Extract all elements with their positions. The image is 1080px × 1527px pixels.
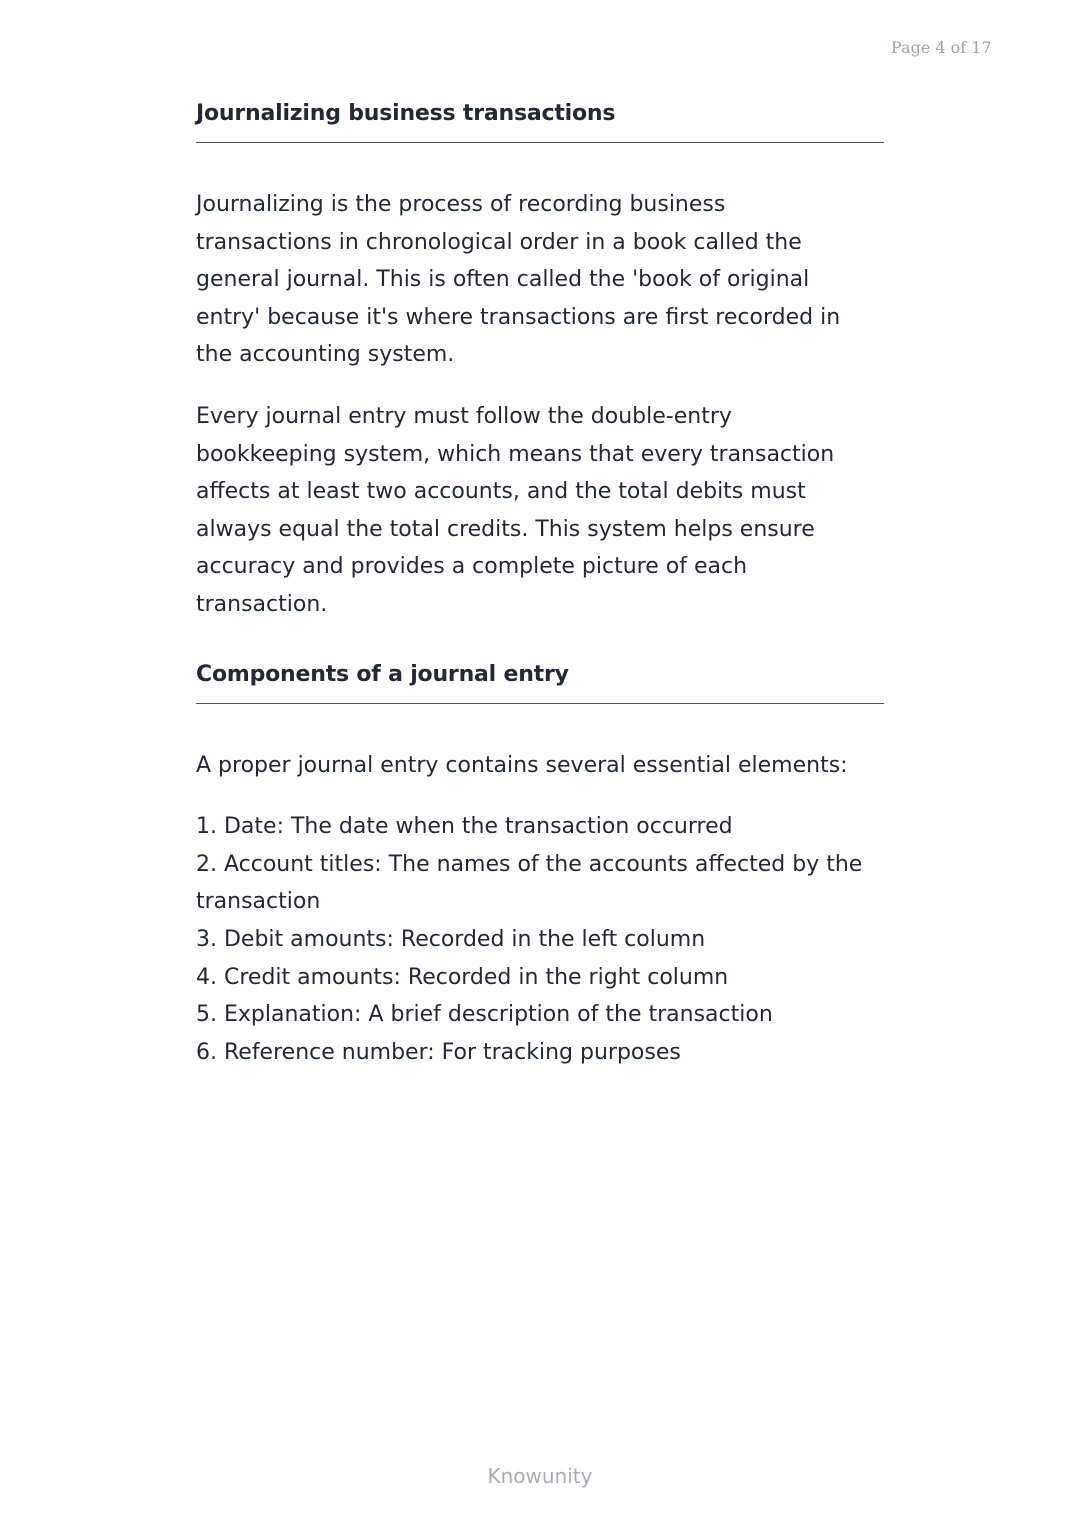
footer-brand-watermark: Knowunity	[487, 1464, 593, 1488]
list-item: 6. Reference number: For tracking purposes	[196, 1039, 681, 1065]
list-item: 5. Explanation: A brief description of the transaction	[196, 1002, 773, 1028]
document-body	[196, 96, 884, 1071]
section-heading-components: Components of a journal entry	[196, 661, 569, 687]
text-line: Journalizing is the process of recording business	[196, 192, 726, 217]
text-line: always equal the total credits. This system helps ensure	[196, 516, 815, 542]
list-item: 3. Debit amounts: Recorded in the left column	[196, 926, 706, 952]
text-line: bookkeeping system, which means that every transaction	[196, 441, 835, 467]
text-line: the accounting system.	[196, 342, 455, 368]
text-line: entry' because it's where transactions are first recorded in	[196, 304, 841, 330]
page-indicator: Page 4 of 17	[891, 38, 992, 57]
list-item-continuation: transaction	[196, 889, 321, 915]
text-line: affects at least two accounts, and the total debits must	[196, 479, 806, 505]
text-line: A proper journal entry contains several essential elements:	[196, 752, 848, 778]
paragraph-journalizing-definition	[196, 186, 884, 374]
list-item: 1. Date: The date when the transaction occurred	[196, 814, 733, 840]
text-line: transactions in chronological order in a book called the	[196, 229, 802, 255]
text-line: transaction.	[196, 591, 328, 617]
paragraph-double-entry	[196, 398, 884, 624]
paragraph-components-intro	[196, 747, 884, 785]
section-heading-journalizing: Journalizing business transactions	[196, 101, 616, 126]
components-list	[196, 808, 884, 1071]
text-line: general journal. This is often called the 'book of original	[196, 267, 810, 293]
list-item: 4. Credit amounts: Recorded in the right column	[196, 964, 729, 990]
text-line: Every journal entry must follow the double-entry	[196, 403, 732, 429]
text-line: accuracy and provides a complete picture of each	[196, 554, 748, 580]
list-item: 2. Account titles: The names of the accounts affected by the	[196, 851, 863, 877]
